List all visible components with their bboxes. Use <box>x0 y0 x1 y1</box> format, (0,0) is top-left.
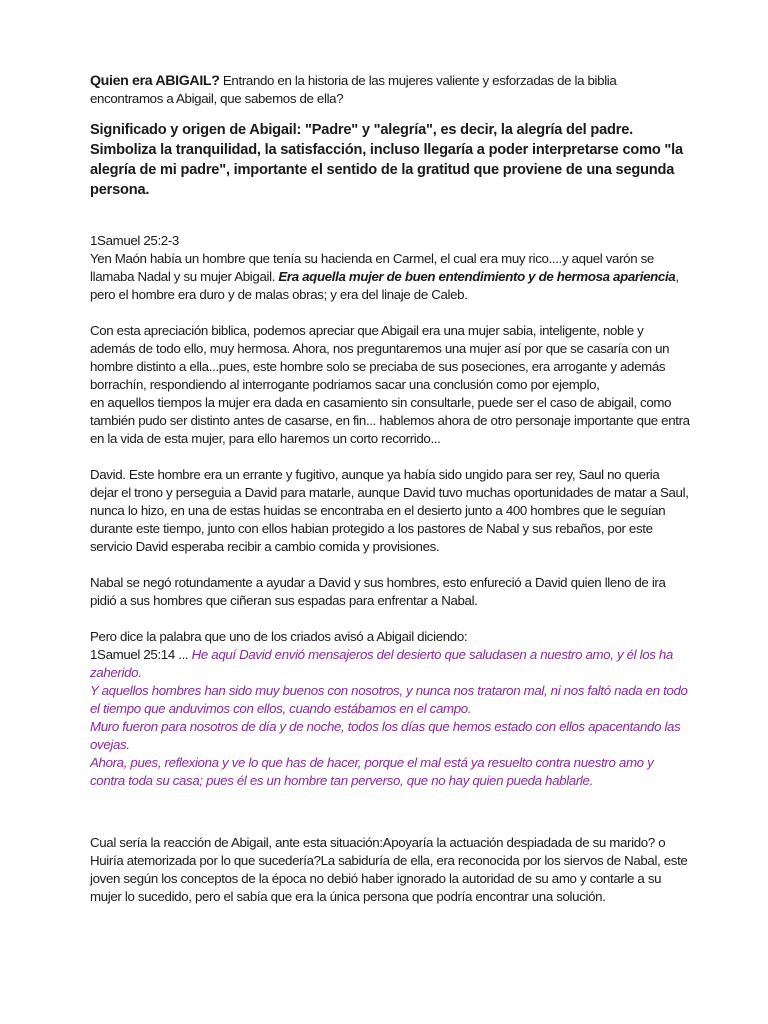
section-spacer <box>90 808 690 834</box>
intro-lead: Quien era ABIGAIL? <box>90 73 220 89</box>
paragraph-appreciation-a: Con esta apreciación biblica, podemos apreciar que Abigail era una mujer sabia, inteligente, noble y además de todo ello, muy hermosa. Ahora, nos preguntaremos una mujer así por que se casaría con un hombre distinto a ella...pues, este hombre solo se preciaba de sus poseciones, era arrogante y además borrachín, respondiendo al interrogante podriamos sacar una conclusión como por ejemplo, <box>90 323 670 392</box>
paragraph-abigail-reaction: Cual sería la reacción de Abigail, ante esta situación:Apoyaría la actuación despiadada de su marido? o Huiría atemorizada por lo que sucedería?La sabiduría de ella, era reconocida por los siervos de Nabal, este joven según los conceptos de la época no debió haber ignorado la autoridad de su amo y contarle a su mujer lo sucedido, pero el sabía que era la única persona que podría encontrar una solución. <box>90 835 688 904</box>
paragraph-nabal-refusal: Nabal se negó rotundamente a ayudar a David y sus hombres, esto enfureció a David quien lleno de ira pidió a sus hombres que ciñeran sus espadas para enfrentar a Nabal. <box>90 575 666 608</box>
intro-text: Entrando en la historia de las mujeres valiente y esforzadas de la biblia encontramos a Abigail, que sabemos de ella? <box>90 73 617 106</box>
passage-emphasis: Era aquella mujer de buen entendimiento y de hermosa apariencia <box>278 269 676 284</box>
verse-17: Ahora, pues, reflexiona y ve lo que has de hacer, porque el mal está ya resuelto contra nuestro amo y contra toda su casa; pues él es un hombre tan perverso, que no hay quien pueda hablarle. <box>90 755 654 788</box>
servant-intro: Pero dice la palabra que uno de los criados avisó a Abigail diciendo: <box>90 629 468 644</box>
passage-samuel-25-2-3 <box>90 232 690 304</box>
intro-paragraph <box>90 72 690 108</box>
scripture-reference: 1Samuel 25:2-3 <box>90 233 179 248</box>
meaning-paragraph: Significado y origen de Abigail: "Padre" y "alegría", es decir, la alegría del padre. Simboliza la tranquilidad, la satisfacción, incluso llegaría a poder interpretarse como "la alegría de mi padre", importante el sentido de la gratitud que proviene de una segunda persona. <box>90 122 683 198</box>
verse-15: Y aquellos hombres han sido muy buenos con nosotros, y nunca nos trataron mal, ni nos faltó nada en todo el tiempo que anduvimos con ellos, cuando estábamos en el campo. <box>90 683 688 716</box>
verse-14: He aquí David envió mensajeros del desierto que saludasen a nuestro amo, y él los ha zaherido. <box>90 647 673 680</box>
passage-text-b: , pero el hombre era duro y de malas obras; y era del linaje de Caleb. <box>90 269 679 302</box>
paragraph-servant-warning <box>90 628 690 790</box>
verse-16: Muro fueron para nosotros de día y de noche, todos los días que hemos estado con ellos apacentando las ovejas. <box>90 719 681 752</box>
paragraph-david: David. Este hombre era un errante y fugitivo, aunque ya había sido ungido para ser rey, Saul no queria dejar el trono y perseguia a David para matarle, aunque David tuvo muchas oportunidades de matar a Saul, nunca lo hizo, en una de estas huidas se encontraba en el desierto junto a 400 hombres que le seguían durante este tiempo, junto con ellos habian protegido a los pastores de Nabal y sus rebaños, por este servicio David esperaba recibir a cambio comida y provisiones. <box>90 467 689 554</box>
document-page <box>90 72 690 924</box>
scripture-reference-25-14: 1Samuel 25:14 ... <box>90 647 189 662</box>
passage-text-a: Yen Maón había un hombre que tenía su hacienda en Carmel, el cual era muy rico....y aquel varón se llamaba Nadal y su mujer Abigail. <box>90 251 654 284</box>
paragraph-appreciation <box>90 322 690 448</box>
paragraph-appreciation-b: en aquellos tiempos la mujer era dada en casamiento sin consultarle, puede ser el caso de abigail, como también pudo ser distinto antes de casarse, en fin... hablemos ahora de otro personaje importante que entra en la vida de esta mujer, para ello haremos un corto recorrido... <box>90 395 690 446</box>
